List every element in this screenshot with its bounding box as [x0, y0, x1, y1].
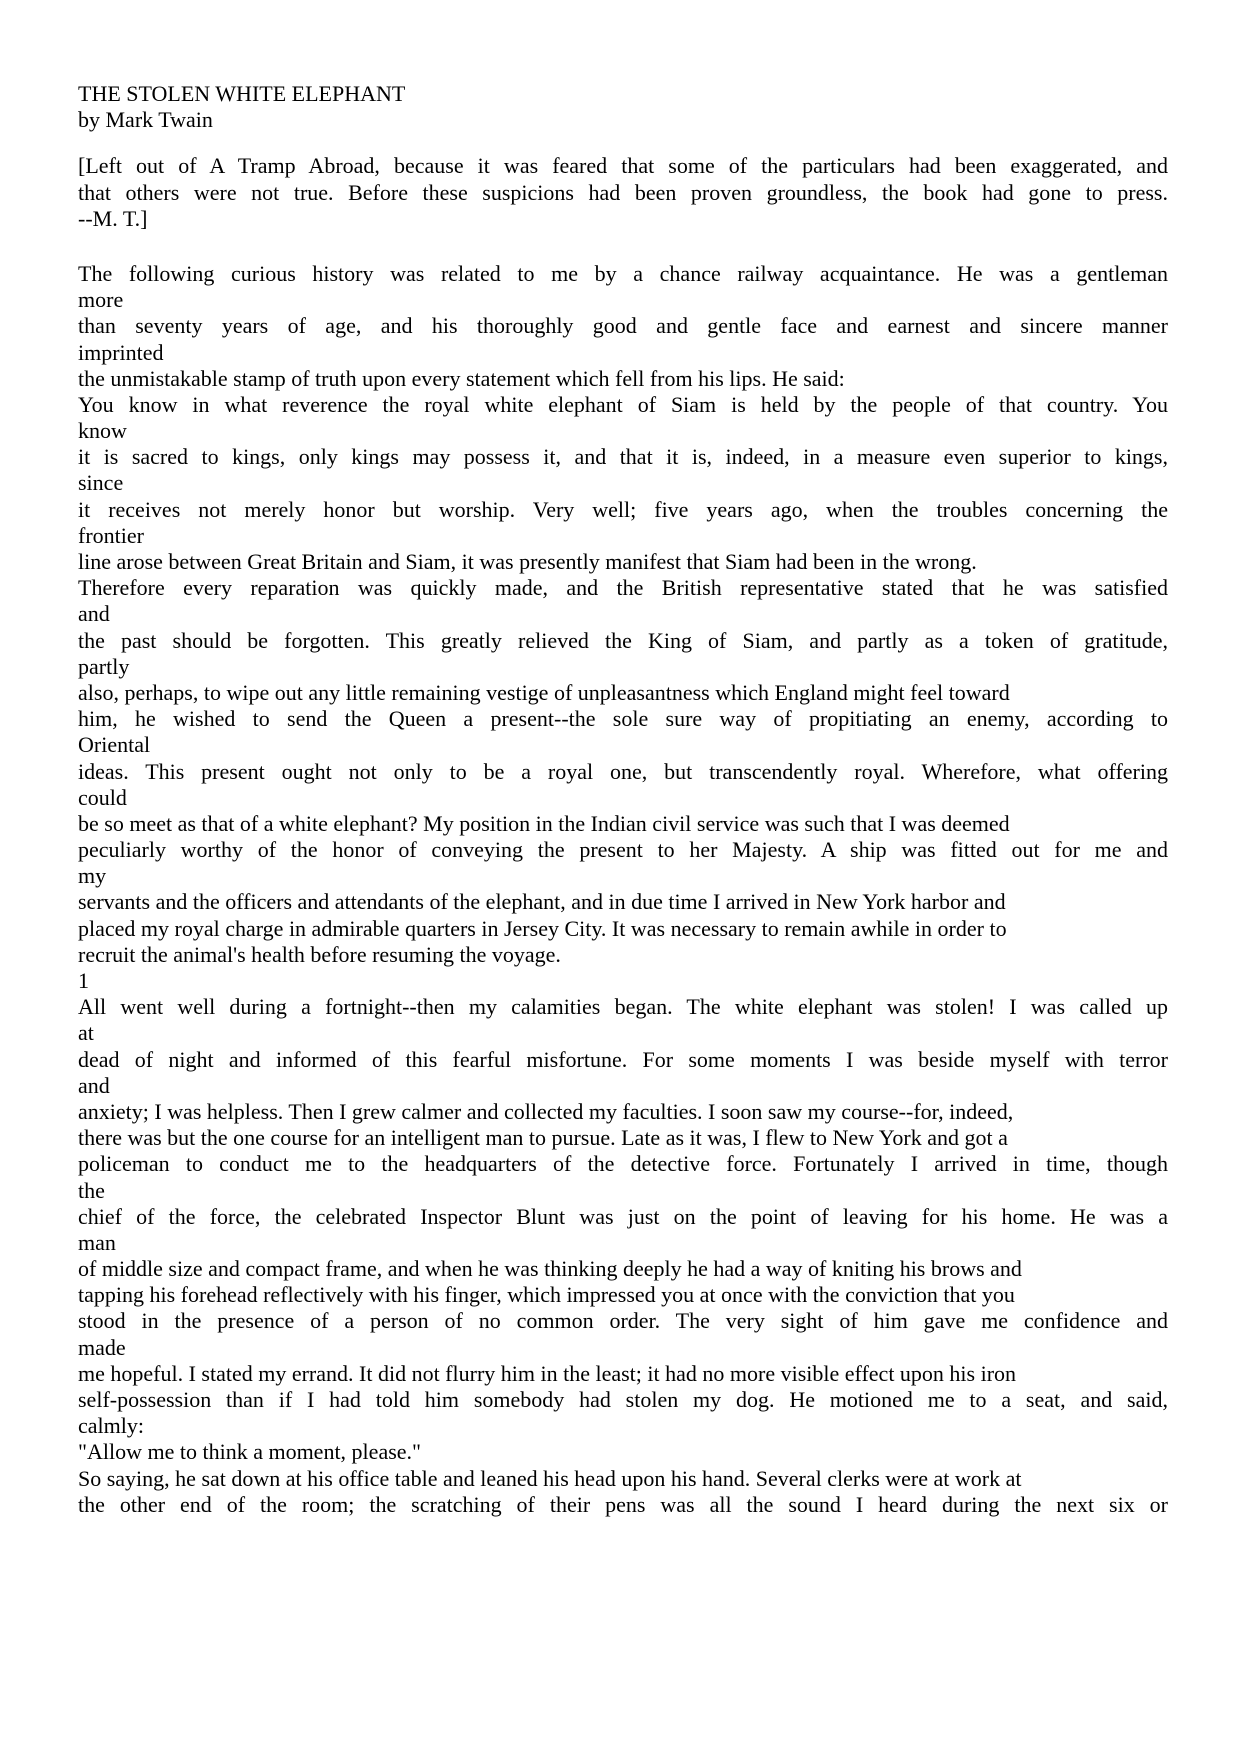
- text-line: "Allow me to think a moment, please.": [78, 1439, 422, 1465]
- text-line: could: [78, 784, 127, 810]
- text-line: The following curious history was related to me by a chance railway acquaintance. He was a gentleman: [78, 260, 1168, 286]
- text-line: man: [78, 1229, 116, 1255]
- text-line: it is sacred to kings, only kings may possess it, and that it is, indeed, in a measure even superior to kings,: [78, 444, 1168, 470]
- text-line: and: [78, 601, 110, 627]
- text-line: me hopeful. I stated my errand. It did not flurry him in the least; it had no more visible effect upon his iron: [78, 1360, 1017, 1386]
- text-line: also, perhaps, to wipe out any little remaining vestige of unpleasantness which England might feel toward: [78, 679, 1010, 705]
- text-line: stood in the presence of a person of no common order. The very sight of him gave me confidence and: [78, 1308, 1168, 1334]
- text-line: recruit the animal's health before resuming the voyage.: [78, 941, 561, 967]
- text-line: So saying, he sat down at his office table and leaned his head upon his hand. Several clerks were at work at: [78, 1465, 1022, 1491]
- text-line: 1: [78, 968, 89, 993]
- text-line: imprinted: [78, 339, 164, 365]
- text-line: the unmistakable stamp of truth upon every statement which fell from his lips. He said:: [78, 365, 845, 391]
- text-line: him, he wished to send the Queen a present--the sole sure way of propitiating an enemy, according to: [78, 706, 1168, 732]
- text-line: than seventy years of age, and his thoroughly good and gentle face and earnest and sincere manner: [78, 313, 1168, 339]
- text-line: made: [78, 1334, 126, 1360]
- text-line: since: [78, 470, 124, 496]
- text-line: tapping his forehead reflectively with his finger, which impressed you at once with the conviction that you: [78, 1282, 1015, 1308]
- text-line: placed my royal charge in admirable quarters in Jersey City. It was necessary to remain awhile in order to: [78, 915, 1007, 941]
- text-line: at: [78, 1020, 94, 1046]
- text-line: of middle size and compact frame, and when he was thinking deeply he had a way of kniting his brows and: [78, 1256, 1022, 1282]
- text-line: servants and the officers and attendants of the elephant, and in due time I arrived in New York harbor and: [78, 889, 1006, 915]
- document-title: THE STOLEN WHITE ELEPHANT: [78, 81, 406, 106]
- text-line: the other end of the room; the scratching of their pens was all the sound I heard during the next six or: [78, 1491, 1168, 1517]
- text-line: [Left out of A Tramp Abroad, because it was feared that some of the particulars had been exaggerated, and: [78, 153, 1168, 179]
- text-line: the past should be forgotten. This greatly relieved the King of Siam, and partly as a token of gratitude,: [78, 627, 1168, 653]
- text-line: --M. T.]: [78, 205, 148, 231]
- text-line: that others were not true. Before these suspicions had been proven groundless, the book had gone to press.: [78, 179, 1168, 205]
- text-line: anxiety; I was helpless. Then I grew calmer and collected my faculties. I soon saw my course--for, indeed,: [78, 1098, 1014, 1124]
- text-line: there was but the one course for an intelligent man to pursue. Late as it was, I flew to New York and got a: [78, 1125, 1008, 1151]
- text-line: peculiarly worthy of the honor of conveying the present to her Majesty. A ship was fitted out for me and: [78, 837, 1168, 863]
- text-line: know: [78, 418, 127, 444]
- text-line: line arose between Great Britain and Siam, it was presently manifest that Siam had been in the wrong.: [78, 549, 977, 574]
- text-line: more: [78, 287, 124, 313]
- text-line: dead of night and informed of this fearful misfortune. For some moments I was beside myself with terror: [78, 1046, 1168, 1072]
- text-line: the: [78, 1177, 105, 1203]
- text-line: You know in what reverence the royal white elephant of Siam is held by the people of that country. You: [78, 391, 1168, 417]
- text-line: and: [78, 1072, 110, 1098]
- text-line: All went well during a fortnight--then my calamities began. The white elephant was stolen! I was called up: [78, 994, 1168, 1020]
- text-line: be so meet as that of a white elephant? My position in the Indian civil service was such that I was deemed: [78, 810, 1010, 836]
- text-line: frontier: [78, 522, 144, 548]
- text-line: policeman to conduct me to the headquarters of the detective force. Fortunately I arrived in time, though: [78, 1151, 1168, 1177]
- document-byline: by Mark Twain: [78, 107, 213, 133]
- document-body: [78, 261, 1168, 1518]
- text-line: my: [78, 863, 107, 889]
- text-line: ideas. This present ought not only to be a royal one, but transcendently royal. Wherefore, what offering: [78, 758, 1168, 784]
- text-line: it receives not merely honor but worship. Very well; five years ago, when the troubles concerning the: [78, 496, 1168, 522]
- text-line: self-possession than if I had told him somebody had stolen my dog. He motioned me to a seat, and said,: [78, 1387, 1168, 1412]
- text-line: partly: [78, 653, 130, 679]
- text-line: calmly:: [78, 1413, 144, 1439]
- text-line: Oriental: [78, 732, 151, 758]
- text-line: chief of the force, the celebrated Inspector Blunt was just on the point of leaving for his home. He was a: [78, 1203, 1168, 1229]
- editorial-note: [78, 153, 1168, 232]
- text-line: Therefore every reparation was quickly made, and the British representative stated that he was satisfied: [78, 575, 1168, 601]
